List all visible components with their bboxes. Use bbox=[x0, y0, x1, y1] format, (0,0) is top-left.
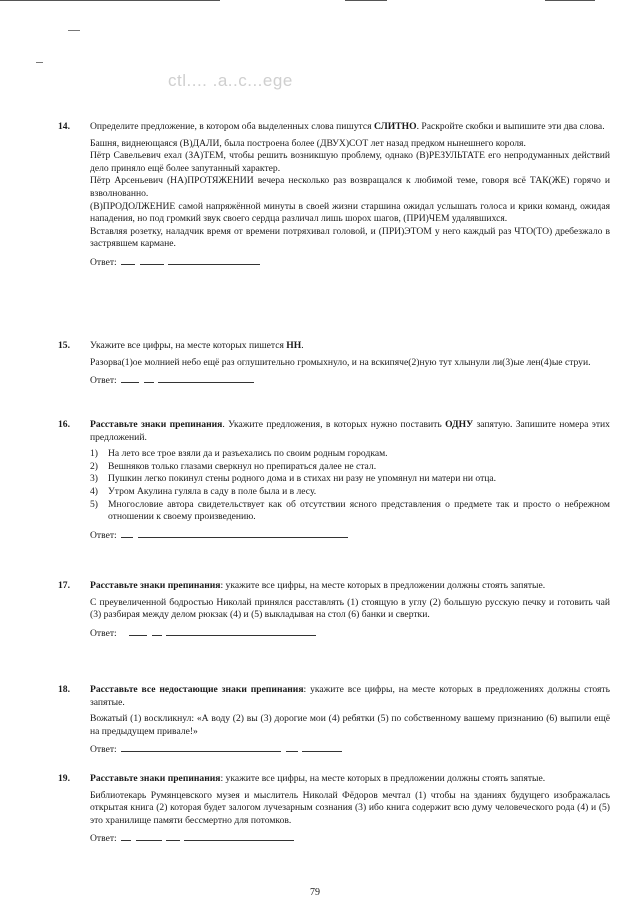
answer-blank[interactable] bbox=[121, 255, 135, 265]
task-number: 15. bbox=[58, 340, 70, 351]
answer-label: Ответ: bbox=[90, 833, 117, 845]
answer-blank[interactable] bbox=[166, 831, 180, 841]
answer-label: Ответ: bbox=[90, 375, 117, 387]
watermark: ctl.... .a..c...ege bbox=[168, 71, 293, 90]
answer-line bbox=[90, 831, 610, 846]
task-sentence: Пётр Арсеньевич (НА)ПРОТЯЖЕНИИ вечера несколько раз возвращался к любимой теме, говоря всё ТАК(ЖЕ) горячо и взволнованно. bbox=[90, 175, 610, 199]
answer-blank[interactable] bbox=[140, 255, 164, 265]
answer-label: Ответ: bbox=[90, 744, 117, 756]
scan-mark bbox=[68, 30, 80, 31]
answer-line bbox=[90, 742, 610, 757]
task-15 bbox=[58, 340, 610, 388]
answer-label: Ответ: bbox=[90, 256, 117, 268]
option-item: 1) На лето все трое взяли да и разъехались по своим родным городкам. bbox=[90, 448, 388, 460]
task-number: 18. bbox=[58, 684, 70, 695]
answer-blank[interactable] bbox=[138, 528, 348, 538]
answer-blank[interactable] bbox=[121, 528, 133, 538]
task-16 bbox=[58, 419, 610, 542]
answer-blank[interactable] bbox=[121, 831, 131, 841]
answer-blank[interactable] bbox=[121, 373, 139, 383]
task-17 bbox=[58, 580, 610, 640]
task-instruction: Расставьте знаки препинания. Укажите предложения, в которых нужно поставить ОДНУ запятую. Запишите номера этих предложений. bbox=[90, 419, 610, 443]
page-number: 79 bbox=[310, 887, 320, 898]
top-rule-right bbox=[545, 0, 595, 1]
option-item: 4) Утром Акулина гуляла в саду в поле была и в лесу. bbox=[90, 485, 317, 497]
answer-line bbox=[90, 626, 610, 641]
answer-blank[interactable] bbox=[286, 742, 298, 752]
scan-mark bbox=[36, 62, 43, 63]
option-item: 2) Вешняков только глазами сверкнул но препираться далее не стал. bbox=[90, 460, 377, 472]
task-number: 19. bbox=[58, 773, 70, 784]
task-instruction: Расставьте все недостающие знаки препинания: укажите все цифры, на месте которых в предложениях должны стоять запятые. bbox=[90, 684, 611, 708]
task-number: 17. bbox=[58, 580, 70, 591]
task-number: 16. bbox=[58, 419, 70, 430]
answer-blank[interactable] bbox=[302, 742, 342, 752]
task-sentence: Библиотекарь Румянцевского музея и мыслитель Николай Фёдоров мечтал (1) чтобы на зданиях будущего изображалась открытая книга (2) которая будет залогом лучезарным сознания (3) ибо книга содержит всю думу человеческого рода (4) и (5) это хранилище памяти бессмертно для потомков. bbox=[90, 789, 610, 826]
answer-blank[interactable] bbox=[168, 255, 260, 265]
option-item: 3) Пушкин легко покинул стены родного дома и в стихах ни разу не упомянул ни матери ни отца. bbox=[90, 473, 497, 485]
answer-line bbox=[90, 255, 610, 270]
task-18 bbox=[58, 684, 610, 757]
top-rule-left bbox=[0, 0, 220, 1]
task-instruction: Расставьте знаки препинания: укажите все цифры, на месте которых в предложении должны стоять запятые. bbox=[90, 580, 546, 591]
answer-label: Ответ: bbox=[90, 529, 117, 541]
answer-label: Ответ: bbox=[90, 627, 117, 639]
option-item: 5) Многословие автора свидетельствует как об отсутствии ясного представления о предмете так и просто о небрежном отношении к своему произведению. bbox=[90, 498, 610, 523]
answer-blank[interactable] bbox=[136, 831, 162, 841]
task-19 bbox=[58, 773, 610, 846]
task-sentence: Вставляя розетку, наладчик время от времени потряхивал головой, и (ПРИ)ЭТОМ у него каждый раз ЧТО(ТО) дребезжало в застрявшем кармане. bbox=[90, 225, 610, 250]
answer-line bbox=[90, 373, 610, 388]
task-sentence: С преувеличенной бодростью Николай принялся расставлять (1) стоящую в углу (2) большую русскую печку и готовить чай (3) разбирая между делом рюкзак (4) и (5) выкладывая на стол (6) банки и свертки. bbox=[90, 596, 610, 621]
task-sentence: Разорва(1)ое молнией небо ещё раз оглушительно громыхнуло, и на вскипяче(2)ную тут хлынули ли(3)ые лен(4)ые струи. bbox=[90, 356, 591, 368]
answer-blank[interactable] bbox=[129, 626, 147, 636]
top-rule-middle bbox=[345, 0, 387, 1]
answer-line bbox=[90, 528, 610, 543]
answer-blank[interactable] bbox=[144, 373, 154, 383]
task-sentence: Башня, виднеющаяся (В)ДАЛИ, была построена более (ДВУХ)СОТ лет назад предком нынешнего короля. bbox=[90, 137, 526, 149]
task-number: 14. bbox=[58, 121, 70, 132]
task-sentence: (В)ПРОДОЛЖЕНИЕ самой напряжённой минуты в своей жизни старшина ожидал услышать голоса и крики команд, ожидая нападения, но под громкий звук своего сердца различал лишь шорох шагов, (ПРИ)ЧЕМ удалявшихся. bbox=[90, 200, 610, 225]
answer-blank[interactable] bbox=[184, 831, 294, 841]
task-14 bbox=[58, 121, 610, 270]
task-sentence: Вожатый (1) воскликнул: «А воду (2) вы (3) дорогие мои (4) ребятки (5) по собственному вашему признанию (6) выпили ещё на предыдущем привале!» bbox=[90, 713, 610, 737]
task-sentence: Пётр Савельевич ехал (ЗА)ТЕМ, чтобы решить возникшую проблему, однако (В)РЕЗУЛЬТАТЕ его непродуманных действий дело приняло ещё более запутанный характер. bbox=[90, 150, 610, 174]
task-instruction: Расставьте знаки препинания: укажите все цифры, на месте которых в предложении должны стоять запятые. bbox=[90, 773, 546, 784]
answer-blank[interactable] bbox=[158, 373, 254, 383]
task-instruction: Укажите все цифры, на месте которых пишется НН. bbox=[90, 340, 304, 351]
answer-blank[interactable] bbox=[152, 626, 162, 636]
answer-blank[interactable] bbox=[166, 626, 316, 636]
task-instruction: Определите предложение, в котором оба выделенных слова пишутся СЛИТНО. Раскройте скобки и выпишите эти два слова. bbox=[90, 121, 605, 132]
answer-blank[interactable] bbox=[121, 742, 281, 752]
